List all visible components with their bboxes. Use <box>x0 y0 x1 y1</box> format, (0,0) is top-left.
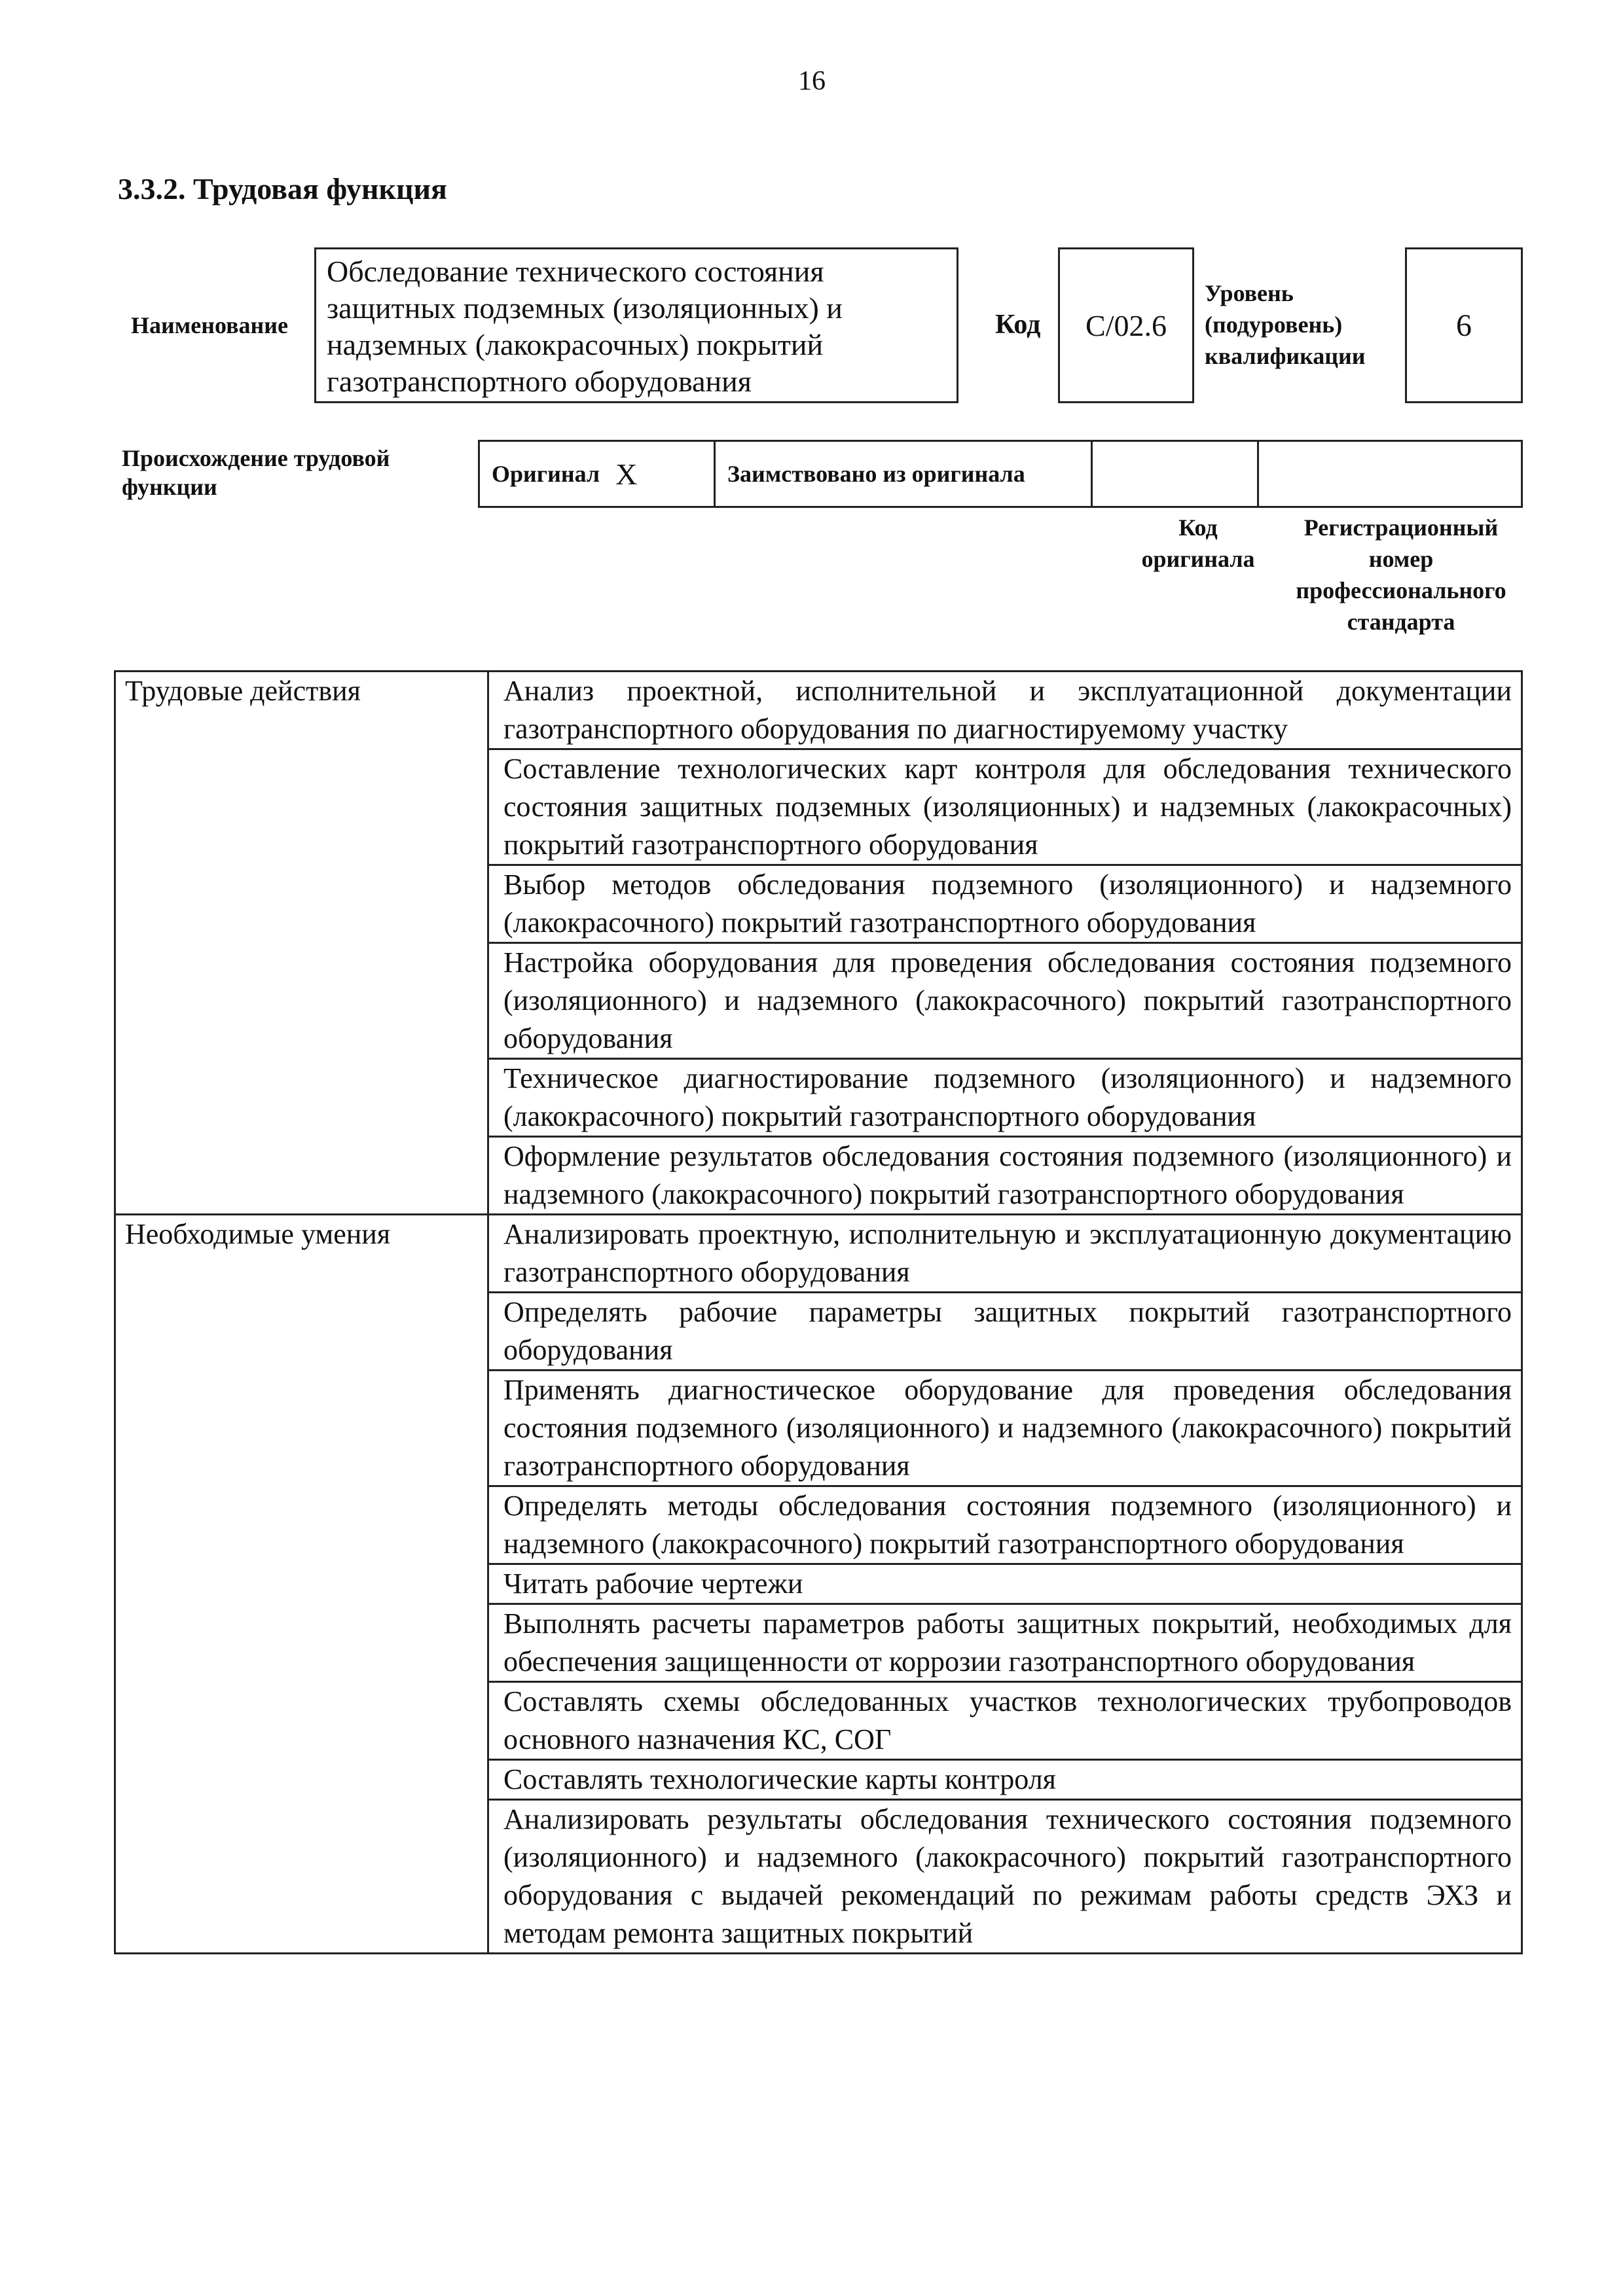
level-label-line: Уровень <box>1205 280 1294 306</box>
origin-regnum-cell <box>1257 440 1523 508</box>
skill-item: Читать рабочие чертежи <box>488 1564 1522 1604</box>
skill-item: Анализировать проектную, исполнительную и эксплуатационную документацию газотранспортного оборудования <box>488 1215 1522 1293</box>
skill-item: Выполнять расчеты параметров работы защитных покрытий, необходимых для обеспечения защищенности от коррозии газотранспортного оборудования <box>488 1604 1522 1682</box>
level-label-line: квалификации <box>1205 343 1366 369</box>
caption-line: оригинала <box>1141 546 1255 572</box>
registration-number-caption <box>1283 512 1519 637</box>
origin-borrowed-cell <box>714 440 1091 508</box>
function-details-table <box>114 670 1523 1954</box>
origin-original-cell <box>478 440 714 508</box>
origin-label: Происхождение трудовой функции <box>122 445 390 500</box>
original-code-caption <box>1100 512 1296 575</box>
labor-action-item: Настройка оборудования для проведения обследования состояния подземного (изоляционного) и надземного (лакокрасочного) покрытий газотранспортного оборудования <box>488 943 1522 1059</box>
skill-item: Определять рабочие параметры защитных покрытий газотранспортного оборудования <box>488 1293 1522 1371</box>
original-mark: X <box>615 457 638 491</box>
labor-action-item: Оформление результатов обследования состояния подземного (изоляционного) и надземного (лакокрасочного) покрытий газотранспортного оборудования <box>488 1137 1522 1215</box>
skill-item: Определять методы обследования состояния подземного (изоляционного) и надземного (лакокрасочного) покрытий газотранспортного оборудования <box>488 1486 1522 1564</box>
required-skills-label: Необходимые умения <box>115 1215 488 1954</box>
skill-item: Применять диагностическое оборудование для проведения обследования состояния подземного (изоляционного) и надземного (лакокрасочного) покрытий газотранспортного оборудования <box>488 1371 1522 1486</box>
caption-line: Регистрационный <box>1304 514 1499 541</box>
function-code-box <box>1058 247 1194 403</box>
skill-item: Анализировать результаты обследования технического состояния подземного (изоляционного) и надземного (лакокрасочного) покрытий газотранспортного оборудования с выдачей рекомендаций по режимам работы средств ЭХЗ и методам ремонта защитных покрытий <box>488 1800 1522 1954</box>
labor-action-item: Составление технологических карт контроля для обследования технического состояния защитных подземных (изоляционных) и надземных (лакокрасочных) покрытий газотранспортного оборудования <box>488 749 1522 865</box>
function-code: С/02.6 <box>1085 308 1167 342</box>
labor-action-item: Анализ проектной, исполнительной и эксплуатационной документации газотранспортного оборудования по диагностируемому участку <box>488 672 1522 749</box>
labor-action-item: Техническое диагностирование подземного (изоляционного) и надземного (лакокрасочного) покрытий газотранспортного оборудования <box>488 1059 1522 1137</box>
level-label-line: (подуровень) <box>1205 312 1343 338</box>
page-number: 16 <box>798 66 826 96</box>
labor-action-item: Выбор методов обследования подземного (изоляционного) и надземного (лакокрасочного) покрытий газотранспортного оборудования <box>488 865 1522 943</box>
origin-row <box>478 440 1523 508</box>
qualification-level-box <box>1405 247 1523 403</box>
code-label: Код <box>995 310 1041 340</box>
section-title: 3.3.2. Трудовая функция <box>118 172 447 206</box>
function-name-box: Обследование технического состояния защитных подземных (изоляционных) и надземных (лакокрасочных) покрытий газотранспортного оборудования <box>314 247 958 403</box>
qualification-level-label <box>1205 278 1366 372</box>
caption-line: Код <box>1178 514 1218 541</box>
table-row <box>115 672 1522 749</box>
skill-item: Составлять технологические карты контроля <box>488 1760 1522 1800</box>
caption-line: номер <box>1368 546 1434 572</box>
caption-line: стандарта <box>1347 609 1455 635</box>
labor-actions-label: Трудовые действия <box>115 672 488 1215</box>
origin-code-cell <box>1091 440 1257 508</box>
original-label: Оригинал <box>492 461 600 487</box>
borrowed-label: Заимствовано из оригинала <box>727 461 1025 487</box>
skill-item: Составлять схемы обследованных участков технологических трубопроводов основного назначения КС, СОГ <box>488 1682 1522 1760</box>
name-label: Наименование <box>131 312 288 338</box>
table-row <box>115 1215 1522 1293</box>
caption-line: профессионального <box>1296 577 1506 603</box>
qualification-level: 6 <box>1456 308 1472 343</box>
